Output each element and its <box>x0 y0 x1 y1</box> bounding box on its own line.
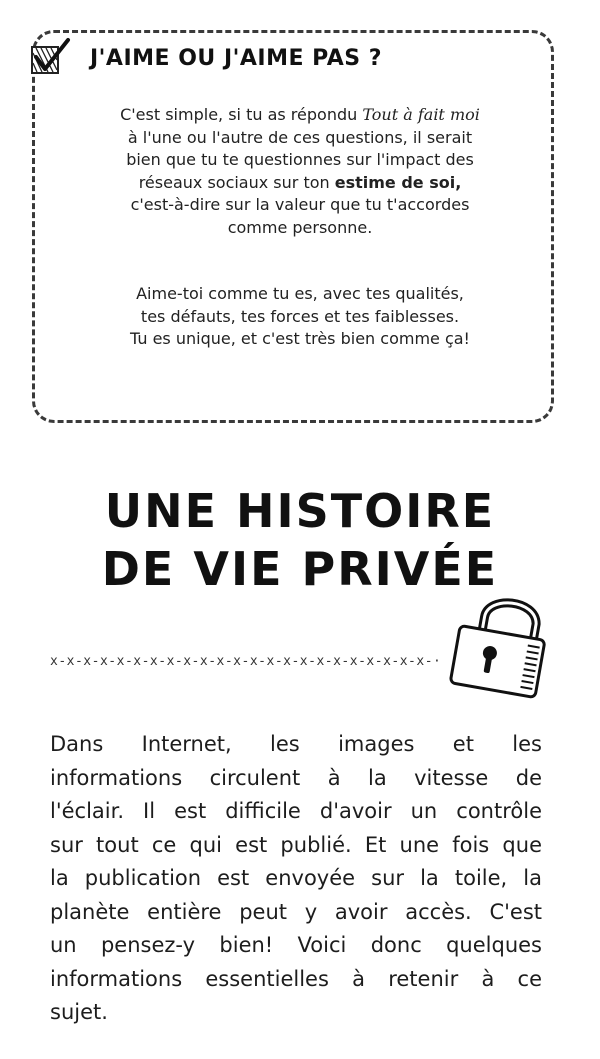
body-line: Dans Internet, les images et les <box>50 732 542 756</box>
box-paragraph-1: C'est simple, si tu as répondu Tout à fait moi à l'une ou l'autre de ces questions, il serait bien que tu te questionnes sur l'impact des réseaux sociaux sur ton estime de soi, c'est-à-dire sur la valeur que tu t'accordes comme personne. <box>120 105 480 237</box>
section-title-line-1: UNE HISTOIRE <box>104 484 496 538</box>
checked-box-icon <box>28 37 84 79</box>
body-line: la publication est envoyée sur la toile, la <box>50 866 542 890</box>
box-paragraph-2: Aime-toi comme tu es, avec tes qualités, tes défauts, tes forces et tes faiblesses. Tu es unique, et c'est très bien comme ça! <box>130 284 470 348</box>
section-title-line-2: DE VIE PRIVÉE <box>101 542 499 596</box>
body-line: informations circulent à la vitesse de <box>50 765 542 790</box>
stitched-divider: x-x-x-x-x-x-x-x-x-x-x-x-x-x-x-x-x-x-x-x-x-x-x-· <box>50 654 442 669</box>
body-paragraph <box>50 728 542 1030</box>
emphasis-estime: estime de soi, <box>334 172 462 192</box>
box-header <box>28 38 382 78</box>
padlock-icon <box>440 585 555 700</box>
body-line: un pensez-y bien! Voici donc quelques <box>50 933 542 957</box>
body-line: planète entière peut y avoir accès. C'est <box>50 899 542 924</box>
body-line: informations essentielles à retenir à ce <box>50 966 542 991</box>
body-line: l'éclair. Il est difficile d'avoir un contrôle <box>50 799 542 823</box>
body-line: sur tout ce qui est publié. Et une fois que <box>50 832 542 857</box>
box-title: J'AIME OU J'AIME PAS ? <box>90 45 383 71</box>
body-line: sujet. <box>50 1000 108 1024</box>
handwritten-answer: Tout à fait moi <box>362 105 480 124</box>
